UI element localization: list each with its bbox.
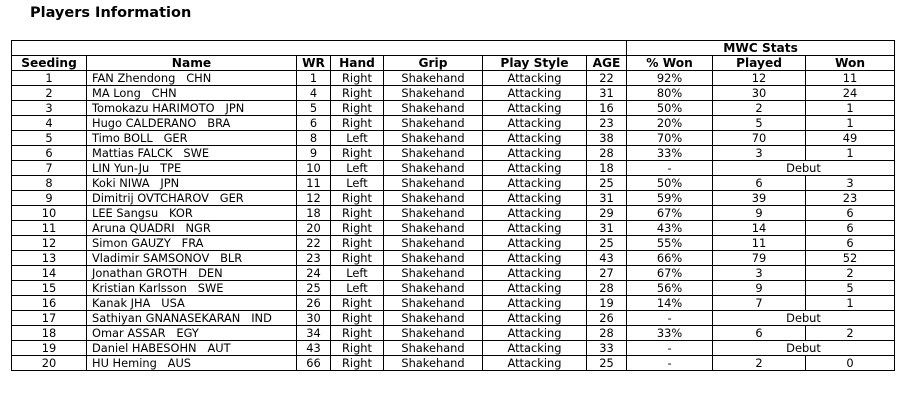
pct-won-cell: 55% <box>627 236 713 251</box>
table-row <box>12 206 895 221</box>
grip-cell: Shakehand <box>384 356 483 371</box>
play-style-cell: Attacking <box>483 191 587 206</box>
age-cell: 22 <box>587 71 627 86</box>
player-name-cell: Vladimir SAMSONOV BLR <box>87 251 297 266</box>
hand-cell: Right <box>331 71 384 86</box>
table-row <box>12 266 895 281</box>
play-style-cell: Attacking <box>483 206 587 221</box>
play-style-cell: Attacking <box>483 221 587 236</box>
play-style-cell: Attacking <box>483 281 587 296</box>
debut-cell: Debut <box>713 311 895 326</box>
table-row <box>12 356 895 371</box>
play-style-cell: Attacking <box>483 86 587 101</box>
table-row <box>12 176 895 191</box>
won-cell: 1 <box>806 116 895 131</box>
grip-cell: Shakehand <box>384 116 483 131</box>
world-rank-cell: 6 <box>297 116 331 131</box>
table-row <box>12 326 895 341</box>
world-rank-cell: 26 <box>297 296 331 311</box>
pct-won-cell: 59% <box>627 191 713 206</box>
world-rank-cell: 25 <box>297 281 331 296</box>
column-header-hand: Hand <box>331 56 384 71</box>
grip-cell: Shakehand <box>384 161 483 176</box>
pct-won-cell: 43% <box>627 221 713 236</box>
won-cell: 1 <box>806 101 895 116</box>
blank-group-cell <box>12 41 627 56</box>
player-name-cell: FAN Zhendong CHN <box>87 71 297 86</box>
age-cell: 43 <box>587 251 627 266</box>
seeding-cell: 18 <box>12 326 87 341</box>
played-cell: 7 <box>713 296 806 311</box>
age-cell: 28 <box>587 146 627 161</box>
grip-cell: Shakehand <box>384 146 483 161</box>
hand-cell: Right <box>331 116 384 131</box>
player-name-cell: MA Long CHN <box>87 86 297 101</box>
pct-won-cell: 20% <box>627 116 713 131</box>
hand-cell: Right <box>331 221 384 236</box>
won-cell: 11 <box>806 71 895 86</box>
played-cell: 14 <box>713 221 806 236</box>
grip-cell: Shakehand <box>384 131 483 146</box>
table-row <box>12 296 895 311</box>
won-cell: 6 <box>806 206 895 221</box>
debut-cell: Debut <box>713 161 895 176</box>
played-cell: 11 <box>713 236 806 251</box>
played-cell: 2 <box>713 101 806 116</box>
won-cell: 6 <box>806 236 895 251</box>
play-style-cell: Attacking <box>483 356 587 371</box>
pct-won-cell: 70% <box>627 131 713 146</box>
play-style-cell: Attacking <box>483 251 587 266</box>
age-cell: 27 <box>587 266 627 281</box>
world-rank-cell: 11 <box>297 176 331 191</box>
world-rank-cell: 18 <box>297 206 331 221</box>
player-name-cell: Dimitrij OVTCHAROV GER <box>87 191 297 206</box>
seeding-cell: 2 <box>12 86 87 101</box>
hand-cell: Left <box>331 266 384 281</box>
won-cell: 24 <box>806 86 895 101</box>
table-row <box>12 251 895 266</box>
age-cell: 25 <box>587 176 627 191</box>
play-style-cell: Attacking <box>483 161 587 176</box>
played-cell: 9 <box>713 281 806 296</box>
table-row <box>12 311 895 326</box>
hand-cell: Left <box>331 281 384 296</box>
table-row <box>12 131 895 146</box>
table-row <box>12 86 895 101</box>
player-name-cell: Daniel HABESOHN AUT <box>87 341 297 356</box>
grip-cell: Shakehand <box>384 101 483 116</box>
column-header-play-style: Play Style <box>483 56 587 71</box>
pct-won-cell: 67% <box>627 206 713 221</box>
age-cell: 26 <box>587 311 627 326</box>
played-cell: 6 <box>713 176 806 191</box>
seeding-cell: 5 <box>12 131 87 146</box>
column-header-won: Won <box>806 56 895 71</box>
world-rank-cell: 12 <box>297 191 331 206</box>
column-header-seeding: Seeding <box>12 56 87 71</box>
column-header-name: Name <box>87 56 297 71</box>
seeding-cell: 16 <box>12 296 87 311</box>
grip-cell: Shakehand <box>384 206 483 221</box>
table-row <box>12 221 895 236</box>
play-style-cell: Attacking <box>483 311 587 326</box>
pct-won-cell: - <box>627 161 713 176</box>
grip-cell: Shakehand <box>384 251 483 266</box>
world-rank-cell: 5 <box>297 101 331 116</box>
debut-cell: Debut <box>713 341 895 356</box>
world-rank-cell: 66 <box>297 356 331 371</box>
hand-cell: Right <box>331 86 384 101</box>
world-rank-cell: 23 <box>297 251 331 266</box>
pct-won-cell: 80% <box>627 86 713 101</box>
played-cell: 79 <box>713 251 806 266</box>
age-cell: 23 <box>587 116 627 131</box>
hand-cell: Right <box>331 191 384 206</box>
grip-cell: Shakehand <box>384 296 483 311</box>
won-cell: 2 <box>806 266 895 281</box>
player-name-cell: Koki NIWA JPN <box>87 176 297 191</box>
age-cell: 25 <box>587 356 627 371</box>
seeding-cell: 8 <box>12 176 87 191</box>
grip-cell: Shakehand <box>384 176 483 191</box>
age-cell: 16 <box>587 101 627 116</box>
play-style-cell: Attacking <box>483 131 587 146</box>
played-cell: 3 <box>713 266 806 281</box>
player-name-cell: Jonathan GROTH DEN <box>87 266 297 281</box>
seeding-cell: 4 <box>12 116 87 131</box>
column-header-played: Played <box>713 56 806 71</box>
pct-won-cell: 92% <box>627 71 713 86</box>
player-name-cell: Kristian Karlsson SWE <box>87 281 297 296</box>
player-name-cell: Omar ASSAR EGY <box>87 326 297 341</box>
played-cell: 39 <box>713 191 806 206</box>
pct-won-cell: 66% <box>627 251 713 266</box>
seeding-cell: 14 <box>12 266 87 281</box>
player-name-cell: Hugo CALDERANO BRA <box>87 116 297 131</box>
grip-cell: Shakehand <box>384 86 483 101</box>
played-cell: 30 <box>713 86 806 101</box>
player-name-cell: LIN Yun-Ju TPE <box>87 161 297 176</box>
pct-won-cell: 33% <box>627 146 713 161</box>
played-cell: 9 <box>713 206 806 221</box>
world-rank-cell: 24 <box>297 266 331 281</box>
play-style-cell: Attacking <box>483 71 587 86</box>
pct-won-cell: 14% <box>627 296 713 311</box>
play-style-cell: Attacking <box>483 116 587 131</box>
table-row <box>12 146 895 161</box>
page-title: Players Information <box>30 5 192 21</box>
seeding-cell: 17 <box>12 311 87 326</box>
table-row <box>12 101 895 116</box>
won-cell: 2 <box>806 326 895 341</box>
play-style-cell: Attacking <box>483 341 587 356</box>
seeding-cell: 19 <box>12 341 87 356</box>
hand-cell: Left <box>331 161 384 176</box>
seeding-cell: 1 <box>12 71 87 86</box>
column-header-wr: WR <box>297 56 331 71</box>
hand-cell: Right <box>331 356 384 371</box>
age-cell: 31 <box>587 86 627 101</box>
grip-cell: Shakehand <box>384 71 483 86</box>
world-rank-cell: 22 <box>297 236 331 251</box>
pct-won-cell: 50% <box>627 176 713 191</box>
table-row <box>12 281 895 296</box>
play-style-cell: Attacking <box>483 176 587 191</box>
played-cell: 70 <box>713 131 806 146</box>
play-style-cell: Attacking <box>483 266 587 281</box>
seeding-cell: 10 <box>12 206 87 221</box>
table-row <box>12 236 895 251</box>
world-rank-cell: 43 <box>297 341 331 356</box>
hand-cell: Right <box>331 341 384 356</box>
table-body <box>12 71 895 371</box>
age-cell: 31 <box>587 221 627 236</box>
pct-won-cell: 33% <box>627 326 713 341</box>
world-rank-cell: 20 <box>297 221 331 236</box>
seeding-cell: 7 <box>12 161 87 176</box>
won-cell: 5 <box>806 281 895 296</box>
world-rank-cell: 8 <box>297 131 331 146</box>
won-cell: 49 <box>806 131 895 146</box>
seeding-cell: 12 <box>12 236 87 251</box>
player-name-cell: Simon GAUZY FRA <box>87 236 297 251</box>
hand-cell: Right <box>331 251 384 266</box>
grip-cell: Shakehand <box>384 281 483 296</box>
played-cell: 3 <box>713 146 806 161</box>
age-cell: 28 <box>587 281 627 296</box>
player-name-cell: LEE Sangsu KOR <box>87 206 297 221</box>
won-cell: 3 <box>806 176 895 191</box>
played-cell: 2 <box>713 356 806 371</box>
player-name-cell: HU Heming AUS <box>87 356 297 371</box>
player-name-cell: Timo BOLL GER <box>87 131 297 146</box>
grip-cell: Shakehand <box>384 341 483 356</box>
pct-won-cell: - <box>627 341 713 356</box>
seeding-cell: 3 <box>12 101 87 116</box>
player-name-cell: Mattias FALCK SWE <box>87 146 297 161</box>
hand-cell: Right <box>331 296 384 311</box>
play-style-cell: Attacking <box>483 101 587 116</box>
play-style-cell: Attacking <box>483 326 587 341</box>
table-row <box>12 341 895 356</box>
group-header-row <box>12 41 895 56</box>
play-style-cell: Attacking <box>483 296 587 311</box>
hand-cell: Left <box>331 131 384 146</box>
seeding-cell: 11 <box>12 221 87 236</box>
seeding-cell: 6 <box>12 146 87 161</box>
world-rank-cell: 30 <box>297 311 331 326</box>
pct-won-cell: - <box>627 311 713 326</box>
grip-cell: Shakehand <box>384 221 483 236</box>
grip-cell: Shakehand <box>384 236 483 251</box>
grip-cell: Shakehand <box>384 326 483 341</box>
world-rank-cell: 4 <box>297 86 331 101</box>
seeding-cell: 13 <box>12 251 87 266</box>
hand-cell: Right <box>331 146 384 161</box>
hand-cell: Right <box>331 236 384 251</box>
won-cell: 0 <box>806 356 895 371</box>
age-cell: 33 <box>587 341 627 356</box>
seeding-cell: 15 <box>12 281 87 296</box>
world-rank-cell: 10 <box>297 161 331 176</box>
table-row <box>12 191 895 206</box>
hand-cell: Right <box>331 311 384 326</box>
pct-won-cell: 56% <box>627 281 713 296</box>
table-row <box>12 71 895 86</box>
world-rank-cell: 9 <box>297 146 331 161</box>
world-rank-cell: 1 <box>297 71 331 86</box>
won-cell: 52 <box>806 251 895 266</box>
age-cell: 28 <box>587 326 627 341</box>
won-cell: 23 <box>806 191 895 206</box>
player-name-cell: Kanak JHA USA <box>87 296 297 311</box>
column-header-grip: Grip <box>384 56 483 71</box>
hand-cell: Left <box>331 176 384 191</box>
table-row <box>12 161 895 176</box>
played-cell: 5 <box>713 116 806 131</box>
pct-won-cell: - <box>627 356 713 371</box>
player-name-cell: Aruna QUADRI NGR <box>87 221 297 236</box>
grip-cell: Shakehand <box>384 311 483 326</box>
play-style-cell: Attacking <box>483 236 587 251</box>
age-cell: 29 <box>587 206 627 221</box>
age-cell: 31 <box>587 191 627 206</box>
player-name-cell: Sathiyan GNANASEKARAN IND <box>87 311 297 326</box>
play-style-cell: Attacking <box>483 146 587 161</box>
won-cell: 6 <box>806 221 895 236</box>
world-rank-cell: 34 <box>297 326 331 341</box>
column-header-row <box>12 56 895 71</box>
player-name-cell: Tomokazu HARIMOTO JPN <box>87 101 297 116</box>
played-cell: 6 <box>713 326 806 341</box>
won-cell: 1 <box>806 146 895 161</box>
column-header-age: AGE <box>587 56 627 71</box>
grip-cell: Shakehand <box>384 266 483 281</box>
hand-cell: Right <box>331 206 384 221</box>
age-cell: 25 <box>587 236 627 251</box>
hand-cell: Right <box>331 326 384 341</box>
mwc-stats-header: MWC Stats <box>627 41 895 56</box>
grip-cell: Shakehand <box>384 191 483 206</box>
seeding-cell: 9 <box>12 191 87 206</box>
age-cell: 18 <box>587 161 627 176</box>
age-cell: 38 <box>587 131 627 146</box>
pct-won-cell: 50% <box>627 101 713 116</box>
hand-cell: Right <box>331 101 384 116</box>
played-cell: 12 <box>713 71 806 86</box>
seeding-cell: 20 <box>12 356 87 371</box>
column-header-pct-won: % Won <box>627 56 713 71</box>
pct-won-cell: 67% <box>627 266 713 281</box>
age-cell: 19 <box>587 296 627 311</box>
players-table <box>11 40 895 371</box>
table-row <box>12 116 895 131</box>
won-cell: 1 <box>806 296 895 311</box>
